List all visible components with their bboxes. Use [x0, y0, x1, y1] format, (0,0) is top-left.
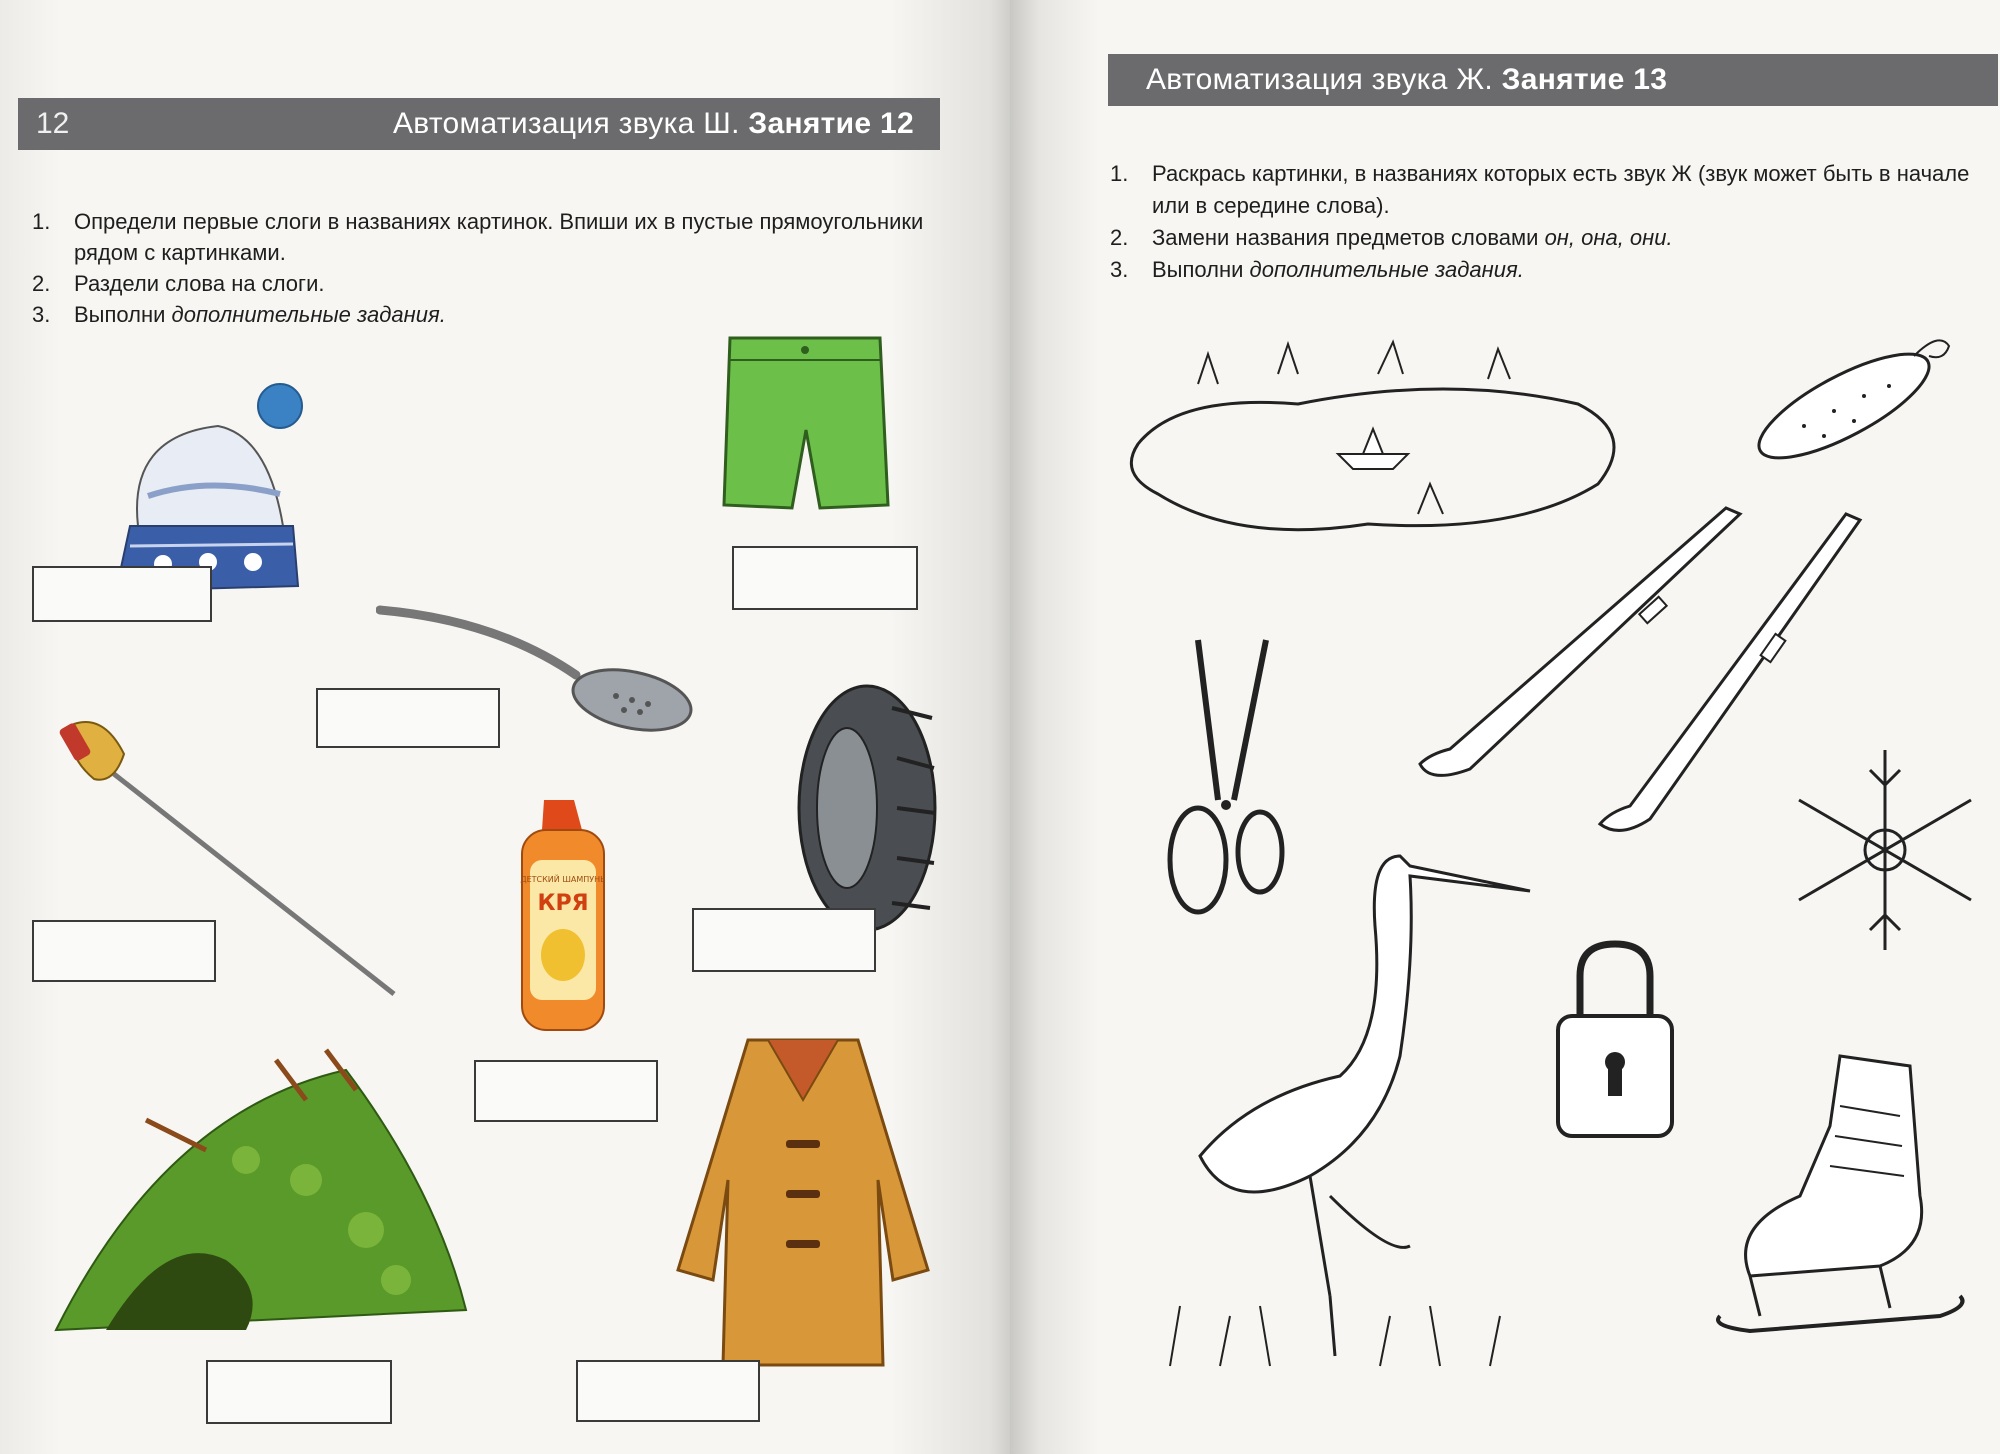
crane-image	[1160, 836, 1560, 1376]
answer-box-shorts[interactable]	[732, 546, 918, 610]
shampoo-label-line1: ДЕТСКИЙ ШАМПУНЬ	[520, 875, 606, 884]
instruction-item: 1. Определи первые слоги в названиях картинок. Впиши их в пустые прямоугольники рядом с картинками.	[32, 209, 924, 265]
answer-box-hut[interactable]	[206, 1360, 392, 1424]
shorts-image	[720, 330, 890, 520]
fur-coat-image	[668, 1030, 938, 1370]
instruction-item: 3. Выполни дополнительные задания.	[1110, 257, 1524, 282]
answer-box-hat[interactable]	[32, 566, 212, 622]
cucumber-image	[1744, 316, 1964, 476]
header-title: Автоматизация звука Ш. Занятие 12	[392, 107, 914, 140]
instruction-item: 3. Выполни дополнительные задания.	[32, 302, 446, 327]
page-header	[1108, 54, 1998, 106]
snowflake-image	[1790, 740, 1980, 960]
shampoo-label-brand: КРЯ	[537, 891, 589, 916]
instruction-item: 1. Раскрась картинки, в названиях которых есть звук Ж (звук может быть в начале или в середине слова).	[1110, 161, 1970, 218]
page-header	[18, 98, 940, 150]
instruction-item: 2. Замени названия предметов словами он, она, они.	[1110, 225, 1673, 250]
tire-image	[792, 678, 942, 938]
padlock-image	[1550, 936, 1680, 1146]
answer-box-sword[interactable]	[32, 920, 216, 982]
page-number: 12	[36, 107, 70, 140]
answer-box-tire[interactable]	[692, 908, 876, 972]
winter-hat-image	[108, 376, 308, 596]
instruction-item: 2. Раздели слова на слоги.	[32, 271, 325, 296]
hut-image	[46, 1030, 476, 1350]
ice-skates-image	[1690, 1046, 1990, 1346]
answer-box-shampoo[interactable]	[474, 1060, 658, 1122]
answer-box-coat[interactable]	[576, 1360, 760, 1422]
shampoo-bottle-image	[512, 790, 612, 1040]
instructions-list	[32, 206, 942, 330]
instructions-list	[1110, 158, 1990, 286]
header-title: Автоматизация звука Ж. Занятие 13	[1146, 63, 1668, 96]
